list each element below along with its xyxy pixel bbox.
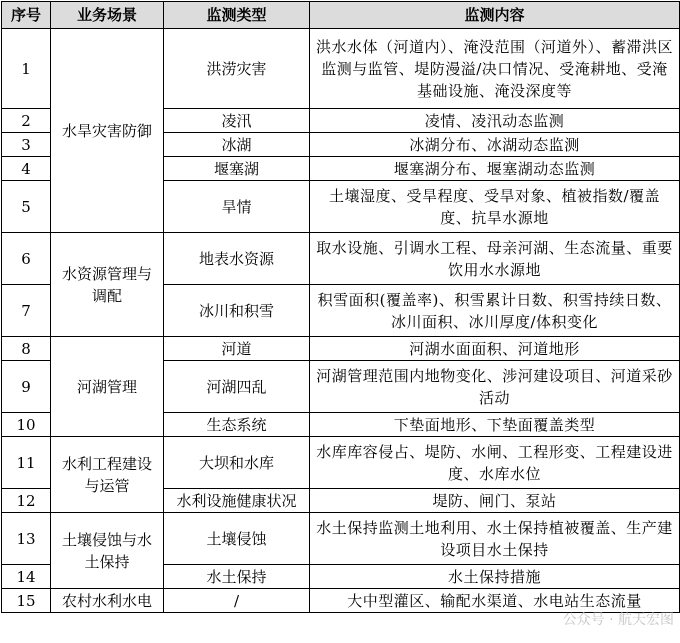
row-number: 3	[2, 133, 51, 157]
type-cell: 水利设施健康状况	[164, 489, 310, 513]
row-number: 13	[2, 513, 51, 565]
table-row	[2, 437, 680, 489]
row-number: 10	[2, 413, 51, 437]
content-cell: 冰湖分布、冰湖动态监测	[310, 133, 680, 157]
type-cell: 凌汛	[164, 109, 310, 133]
row-number: 9	[2, 361, 51, 413]
row-number: 6	[2, 233, 51, 285]
row-number: 8	[2, 337, 51, 361]
content-cell: 堤防、闸门、泵站	[310, 489, 680, 513]
content-cell: 凌情、凌汛动态监测	[310, 109, 680, 133]
type-cell: 生态系统	[164, 413, 310, 437]
row-number: 4	[2, 157, 51, 181]
type-cell: 大坝和水库	[164, 437, 310, 489]
content-cell: 取水设施、引调水工程、母亲河湖、生态流量、重要饮用水水源地	[310, 233, 680, 285]
type-cell: 旱情	[164, 181, 310, 233]
scenario-cell: 农村水利水电	[51, 589, 164, 613]
header-num: 序号	[2, 2, 51, 29]
type-cell: 地表水资源	[164, 233, 310, 285]
type-cell: 土壤侵蚀	[164, 513, 310, 565]
type-cell: 水土保持	[164, 565, 310, 589]
row-number: 15	[2, 589, 51, 613]
table-row	[2, 233, 680, 285]
header-row	[2, 2, 680, 29]
table-row	[2, 337, 680, 361]
scenario-cell: 土壤侵蚀与水土保持	[51, 513, 164, 589]
row-number: 14	[2, 565, 51, 589]
row-number: 11	[2, 437, 51, 489]
content-cell: 河湖管理范围内地物变化、涉河建设项目、河道采砂活动	[310, 361, 680, 413]
row-number: 7	[2, 285, 51, 337]
content-cell: 河湖水面面积、河道地形	[310, 337, 680, 361]
scenario-cell: 水利工程建设与运管	[51, 437, 164, 513]
type-cell: 冰湖	[164, 133, 310, 157]
content-cell: 水土保持监测土地利用、水土保持植被覆盖、生产建设项目水土保持	[310, 513, 680, 565]
content-cell: 土壤湿度、受旱程度、受旱对象、植被指数/覆盖度、抗旱水源地	[310, 181, 680, 233]
row-number: 5	[2, 181, 51, 233]
type-cell: /	[164, 589, 310, 613]
table-row	[2, 29, 680, 109]
content-cell: 堰塞湖分布、堰塞湖动态监测	[310, 157, 680, 181]
table-row	[2, 513, 680, 565]
header-type: 监测类型	[164, 2, 310, 29]
type-cell: 堰塞湖	[164, 157, 310, 181]
watermark: 公众号 · 航天宏图	[562, 612, 674, 628]
scenario-cell: 水旱灾害防御	[51, 29, 164, 233]
content-cell: 水库库容侵占、堤防、水闸、工程形变、工程建设进度、水库水位	[310, 437, 680, 489]
row-number: 2	[2, 109, 51, 133]
type-cell: 河湖四乱	[164, 361, 310, 413]
content-cell: 下垫面地形、下垫面覆盖类型	[310, 413, 680, 437]
row-number: 12	[2, 489, 51, 513]
content-cell: 积雪面积(覆盖率)、积雪累计日数、积雪持续日数、冰川面积、冰川厚度/体积变化	[310, 285, 680, 337]
content-cell: 大中型灌区、输配水渠道、水电站生态流量	[310, 589, 680, 613]
row-number: 1	[2, 29, 51, 109]
content-cell: 水土保持措施	[310, 565, 680, 589]
monitoring-table	[1, 1, 680, 613]
type-cell: 河道	[164, 337, 310, 361]
header-content: 监测内容	[310, 2, 680, 29]
type-cell: 洪涝灾害	[164, 29, 310, 109]
scenario-cell: 水资源管理与调配	[51, 233, 164, 337]
type-cell: 冰川和积雪	[164, 285, 310, 337]
header-scenario: 业务场景	[51, 2, 164, 29]
scenario-cell: 河湖管理	[51, 337, 164, 437]
content-cell: 洪水水体（河道内）、淹没范围（河道外）、蓄滞洪区监测与监管、堤防漫溢/决口情况、受淹耕地、受淹基础设施、淹没深度等	[310, 29, 680, 109]
